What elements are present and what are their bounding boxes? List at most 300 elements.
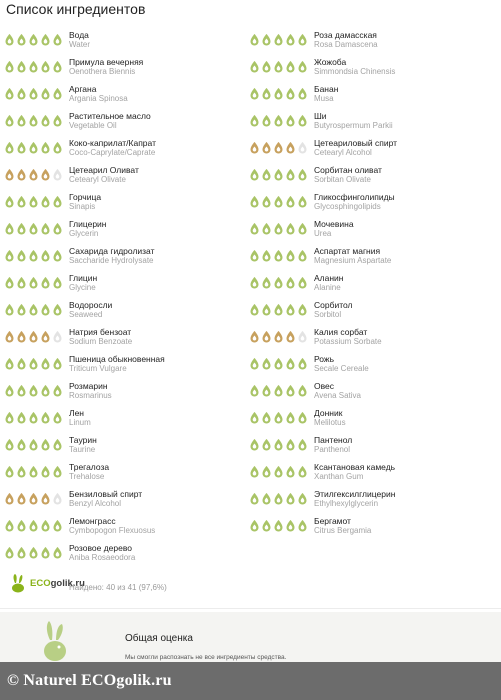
leaf-icon xyxy=(28,384,39,397)
ingredient-name: Растительное масло xyxy=(69,111,151,121)
leaf-icon xyxy=(297,438,308,451)
ingredient-name: Овес xyxy=(314,381,335,391)
leaf-icon xyxy=(52,330,63,343)
ingredient-name: Донник xyxy=(314,408,343,418)
ingredient-row[interactable] xyxy=(249,352,489,379)
leaf-icon xyxy=(261,519,272,532)
overall-rating-text: Мы смогли распознать не все ингредиенты средства. xyxy=(125,654,287,661)
leaf-icon xyxy=(4,519,15,532)
ingredient-row[interactable] xyxy=(4,325,244,352)
ingredient-rating xyxy=(4,276,63,289)
leaf-icon xyxy=(285,411,296,424)
ingredient-rating xyxy=(249,411,308,424)
bunny-icon xyxy=(38,620,72,662)
leaf-icon xyxy=(297,222,308,235)
leaf-icon xyxy=(16,60,27,73)
ingredient-row[interactable] xyxy=(249,244,489,271)
leaf-icon xyxy=(28,411,39,424)
leaf-icon xyxy=(52,438,63,451)
ingredient-latin-name: Oenothera Biennis xyxy=(69,67,136,76)
leaf-icon xyxy=(16,438,27,451)
leaf-icon xyxy=(249,465,260,478)
ingredient-rating xyxy=(4,195,63,208)
leaf-icon xyxy=(249,492,260,505)
leaf-icon xyxy=(28,276,39,289)
ingredient-latin-name: Triticum Vulgare xyxy=(69,364,127,373)
ingredient-rating xyxy=(4,114,63,127)
ingredient-name: Вода xyxy=(69,30,89,40)
ingredient-latin-name: Secale Cereale xyxy=(314,364,369,373)
leaf-icon xyxy=(4,384,15,397)
leaf-icon xyxy=(285,222,296,235)
leaf-icon xyxy=(285,438,296,451)
leaf-icon xyxy=(297,303,308,316)
ingredient-rating xyxy=(249,168,308,181)
leaf-icon xyxy=(261,114,272,127)
ingredient-row[interactable] xyxy=(4,514,244,541)
leaf-icon xyxy=(40,249,51,262)
leaf-icon xyxy=(4,546,15,559)
ingredient-rating xyxy=(4,87,63,100)
ingredient-name: Примула вечерняя xyxy=(69,57,144,67)
ingredient-name: Этилгексилглицерин xyxy=(314,489,396,499)
leaf-icon xyxy=(285,519,296,532)
leaf-icon xyxy=(273,276,284,289)
ingredient-row[interactable] xyxy=(249,109,489,136)
ingredient-name: Трегалоза xyxy=(69,462,110,472)
ingredient-latin-name: Butyrospermum Parkii xyxy=(314,121,393,130)
ingredient-name: Горчица xyxy=(69,192,102,202)
ingredient-name: Мочевина xyxy=(314,219,354,229)
leaf-icon xyxy=(28,438,39,451)
leaf-icon xyxy=(273,411,284,424)
ingredient-row[interactable] xyxy=(249,82,489,109)
leaf-icon xyxy=(40,87,51,100)
leaf-icon xyxy=(4,357,15,370)
leaf-icon xyxy=(52,87,63,100)
leaf-icon xyxy=(40,33,51,46)
ingredient-row[interactable] xyxy=(249,163,489,190)
ingredient-latin-name: Rosa Damascena xyxy=(314,40,378,49)
ingredient-latin-name: Trehalose xyxy=(69,472,105,481)
leaf-icon xyxy=(297,33,308,46)
ingredient-latin-name: Sorbitol xyxy=(314,310,342,319)
leaf-icon xyxy=(285,33,296,46)
ingredient-row[interactable] xyxy=(4,541,244,568)
leaf-icon xyxy=(52,519,63,532)
leaf-icon xyxy=(261,303,272,316)
leaf-icon xyxy=(16,114,27,127)
leaf-icon xyxy=(273,519,284,532)
logo-text: ECOgolik.ru xyxy=(30,577,85,589)
leaf-icon xyxy=(249,411,260,424)
leaf-icon xyxy=(297,357,308,370)
ingredient-latin-name: Glycosphingolipids xyxy=(314,202,381,211)
leaf-icon xyxy=(40,492,51,505)
leaf-icon xyxy=(16,222,27,235)
leaf-icon xyxy=(52,141,63,154)
leaf-icon xyxy=(249,141,260,154)
ingredient-latin-name: Alanine xyxy=(314,283,341,292)
leaf-icon xyxy=(297,114,308,127)
ingredient-rating xyxy=(249,222,308,235)
leaf-icon xyxy=(261,411,272,424)
leaf-icon xyxy=(297,411,308,424)
leaf-icon xyxy=(273,438,284,451)
ingredient-rating xyxy=(249,87,308,100)
leaf-icon xyxy=(52,195,63,208)
leaf-icon xyxy=(273,87,284,100)
leaf-icon xyxy=(28,519,39,532)
ingredient-name: Ксантановая камедь xyxy=(314,462,396,472)
ingredient-row[interactable] xyxy=(249,271,489,298)
ingredient-row[interactable] xyxy=(249,190,489,217)
ingredient-row[interactable] xyxy=(249,460,489,487)
leaf-icon xyxy=(28,195,39,208)
ingredient-rating xyxy=(249,519,308,532)
leaf-icon xyxy=(40,195,51,208)
ingredient-latin-name: Water xyxy=(69,40,91,49)
ingredient-name: Аргана xyxy=(69,84,97,94)
leaf-icon xyxy=(40,141,51,154)
leaf-icon xyxy=(16,411,27,424)
ingredient-row[interactable] xyxy=(4,163,244,190)
ingredients-column-right xyxy=(249,28,489,541)
leaf-icon xyxy=(4,222,15,235)
ingredient-row[interactable] xyxy=(249,28,489,55)
ingredient-latin-name: Linum xyxy=(69,418,91,427)
ingredient-rating xyxy=(249,141,308,154)
leaf-icon xyxy=(4,114,15,127)
ingredient-name: Гликосфинголипиды xyxy=(314,192,395,202)
ingredient-row[interactable] xyxy=(249,379,489,406)
leaf-icon xyxy=(273,141,284,154)
ingredient-row[interactable] xyxy=(249,55,489,82)
ingredient-name: Таурин xyxy=(69,435,97,445)
leaf-icon xyxy=(4,249,15,262)
ingredient-row[interactable] xyxy=(4,352,244,379)
leaf-icon xyxy=(261,222,272,235)
leaf-icon xyxy=(16,546,27,559)
ingredient-rating xyxy=(249,33,308,46)
ingredient-latin-name: Ethylhexylglycerin xyxy=(314,499,379,508)
ingredient-name: Аспартат магния xyxy=(314,246,381,256)
leaf-icon xyxy=(273,384,284,397)
leaf-icon xyxy=(52,60,63,73)
ingredient-row[interactable] xyxy=(4,433,244,460)
leaf-icon xyxy=(249,33,260,46)
leaf-icon xyxy=(4,33,15,46)
leaf-icon xyxy=(285,276,296,289)
ingredient-name: Глицин xyxy=(69,273,98,283)
ingredient-rating xyxy=(249,303,308,316)
ingredient-latin-name: Cetearyl Olivate xyxy=(69,175,126,184)
ingredient-latin-name: Glycine xyxy=(69,283,96,292)
leaf-icon xyxy=(4,330,15,343)
found-count: Найдено: 40 из 41 (97,6%) xyxy=(69,583,167,592)
ingredient-latin-name: Coco-Caprylate/Caprate xyxy=(69,148,156,157)
ingredient-row[interactable] xyxy=(4,55,244,82)
ingredient-rating xyxy=(4,141,63,154)
leaf-icon xyxy=(273,168,284,181)
ingredient-row[interactable] xyxy=(4,136,244,163)
leaf-icon xyxy=(249,384,260,397)
leaf-icon xyxy=(28,60,39,73)
ingredient-row[interactable] xyxy=(249,217,489,244)
ingredient-latin-name: Citrus Bergamia xyxy=(314,526,372,535)
leaf-icon xyxy=(28,546,39,559)
ingredient-row[interactable] xyxy=(249,514,489,541)
ingredient-latin-name: Musa xyxy=(314,94,334,103)
leaf-icon xyxy=(249,195,260,208)
ingredient-rating xyxy=(4,411,63,424)
leaf-icon xyxy=(4,141,15,154)
ingredient-latin-name: Cymbopogon Flexuosus xyxy=(69,526,156,535)
leaf-icon xyxy=(40,357,51,370)
ingredient-rating xyxy=(249,438,308,451)
ingredient-row[interactable] xyxy=(4,82,244,109)
ingredient-row[interactable] xyxy=(249,325,489,352)
leaf-icon xyxy=(28,114,39,127)
leaf-icon xyxy=(273,60,284,73)
leaf-icon xyxy=(285,60,296,73)
leaf-icon xyxy=(297,519,308,532)
ingredient-rating xyxy=(4,438,63,451)
leaf-icon xyxy=(249,276,260,289)
ingredient-name: Сорбитол xyxy=(314,300,353,310)
leaf-icon xyxy=(28,465,39,478)
leaf-icon xyxy=(40,303,51,316)
leaf-icon xyxy=(261,438,272,451)
leaf-icon xyxy=(40,222,51,235)
ingredient-row[interactable] xyxy=(4,217,244,244)
leaf-icon xyxy=(4,276,15,289)
leaf-icon xyxy=(40,438,51,451)
ingredient-latin-name: Sodium Benzoate xyxy=(69,337,133,346)
leaf-icon xyxy=(249,60,260,73)
ingredient-latin-name: Vegetable Oil xyxy=(69,121,117,130)
ingredient-name: Водоросли xyxy=(69,300,113,310)
leaf-icon xyxy=(285,168,296,181)
ingredient-latin-name: Glycerin xyxy=(69,229,99,238)
ingredient-name: Розмарин xyxy=(69,381,108,391)
ingredient-rating xyxy=(4,168,63,181)
leaf-icon xyxy=(249,519,260,532)
leaf-icon xyxy=(285,141,296,154)
ingredient-name: Цетеарил Оливат xyxy=(69,165,139,175)
leaf-icon xyxy=(261,141,272,154)
ingredient-name: Лен xyxy=(69,408,84,418)
leaf-icon xyxy=(249,438,260,451)
ingredient-row[interactable] xyxy=(4,460,244,487)
ingredient-rating xyxy=(4,357,63,370)
leaf-icon xyxy=(52,546,63,559)
ingredient-name: Натрия бензоат xyxy=(69,327,132,337)
leaf-icon xyxy=(261,87,272,100)
bunny-logo-icon xyxy=(8,573,30,593)
ingredient-row[interactable] xyxy=(249,406,489,433)
leaf-icon xyxy=(297,168,308,181)
leaf-icon xyxy=(273,465,284,478)
leaf-icon xyxy=(273,249,284,262)
ingredient-rating xyxy=(4,492,63,505)
ingredient-rating xyxy=(249,330,308,343)
leaf-icon xyxy=(52,303,63,316)
leaf-icon xyxy=(28,222,39,235)
leaf-icon xyxy=(4,438,15,451)
leaf-icon xyxy=(52,357,63,370)
leaf-icon xyxy=(40,465,51,478)
leaf-icon xyxy=(52,465,63,478)
leaf-icon xyxy=(28,249,39,262)
leaf-icon xyxy=(16,519,27,532)
leaf-icon xyxy=(297,249,308,262)
leaf-icon xyxy=(285,330,296,343)
page-title: Список ингредиентов xyxy=(6,1,146,17)
ingredient-rating xyxy=(249,465,308,478)
leaf-icon xyxy=(249,303,260,316)
leaf-icon xyxy=(285,87,296,100)
ingredient-row[interactable] xyxy=(4,244,244,271)
ingredient-row[interactable] xyxy=(249,487,489,514)
leaf-icon xyxy=(52,411,63,424)
leaf-icon xyxy=(28,357,39,370)
leaf-icon xyxy=(40,546,51,559)
overall-rating-title: Общая оценка xyxy=(125,633,193,644)
leaf-icon xyxy=(40,276,51,289)
leaf-icon xyxy=(273,195,284,208)
leaf-icon xyxy=(297,330,308,343)
leaf-icon xyxy=(28,87,39,100)
ingredient-name: Цетеариловый спирт xyxy=(314,138,398,148)
leaf-icon xyxy=(16,168,27,181)
ingredient-row[interactable] xyxy=(249,136,489,163)
leaf-icon xyxy=(261,60,272,73)
leaf-icon xyxy=(40,519,51,532)
leaf-icon xyxy=(249,87,260,100)
leaf-icon xyxy=(4,465,15,478)
ingredient-latin-name: Xanthan Gum xyxy=(314,472,364,481)
ingredient-latin-name: Avena Sativa xyxy=(314,391,361,400)
leaf-icon xyxy=(28,168,39,181)
ingredient-latin-name: Simmondsia Chinensis xyxy=(314,67,396,76)
ingredient-latin-name: Saccharide Hydrolysate xyxy=(69,256,154,265)
leaf-icon xyxy=(249,168,260,181)
ingredient-name: Аланин xyxy=(314,273,344,283)
leaf-icon xyxy=(297,465,308,478)
leaf-icon xyxy=(297,60,308,73)
ingredient-name: Сорбитан оливат xyxy=(314,165,382,175)
ingredient-latin-name: Melilotus xyxy=(314,418,346,427)
leaf-icon xyxy=(52,384,63,397)
leaf-icon xyxy=(261,492,272,505)
leaf-icon xyxy=(4,303,15,316)
ingredient-latin-name: Rosmarinus xyxy=(69,391,112,400)
ingredient-rating xyxy=(249,249,308,262)
ingredient-name: Сахарида гидролизат xyxy=(69,246,155,256)
divider xyxy=(0,608,501,609)
leaf-icon xyxy=(273,222,284,235)
leaf-icon xyxy=(285,357,296,370)
leaf-icon xyxy=(16,492,27,505)
ingredient-name: Пшеница обыкновенная xyxy=(69,354,165,364)
ingredient-row[interactable] xyxy=(4,487,244,514)
leaf-icon xyxy=(273,492,284,505)
ingredient-rating xyxy=(4,384,63,397)
ingredient-latin-name: Potassium Sorbate xyxy=(314,337,382,346)
leaf-icon xyxy=(273,33,284,46)
ingredient-latin-name: Aniba Rosaeodora xyxy=(69,553,136,562)
ingredient-latin-name: Cetearyl Alcohol xyxy=(314,148,372,157)
ingredient-row[interactable] xyxy=(249,433,489,460)
leaf-icon xyxy=(261,357,272,370)
leaf-icon xyxy=(16,330,27,343)
leaf-icon xyxy=(297,141,308,154)
leaf-icon xyxy=(285,114,296,127)
ingredient-rating xyxy=(249,357,308,370)
watermark-text: © Naturel ECOgolik.ru xyxy=(7,672,172,689)
leaf-icon xyxy=(249,330,260,343)
leaf-icon xyxy=(249,222,260,235)
leaf-icon xyxy=(16,141,27,154)
ingredient-name: Глицерин xyxy=(69,219,107,229)
leaf-icon xyxy=(4,411,15,424)
leaf-icon xyxy=(285,384,296,397)
ingredient-latin-name: Sorbitan Olivate xyxy=(314,175,371,184)
leaf-icon xyxy=(285,492,296,505)
ingredient-row[interactable] xyxy=(4,28,244,55)
ingredient-row[interactable] xyxy=(249,298,489,325)
leaf-icon xyxy=(52,33,63,46)
leaf-icon xyxy=(40,384,51,397)
leaf-icon xyxy=(261,33,272,46)
leaf-icon xyxy=(16,195,27,208)
leaf-icon xyxy=(261,384,272,397)
ingredient-row[interactable] xyxy=(4,109,244,136)
ingredient-name: Коко-каприлат/Капрат xyxy=(69,138,156,148)
ingredient-rating xyxy=(249,60,308,73)
leaf-icon xyxy=(273,357,284,370)
ingredient-latin-name: Argania Spinosa xyxy=(69,94,128,103)
ingredient-row[interactable] xyxy=(4,379,244,406)
leaf-icon xyxy=(4,195,15,208)
ingredient-rating xyxy=(4,303,63,316)
ingredient-name: Бензиловый спирт xyxy=(69,489,143,499)
ingredient-row[interactable] xyxy=(4,406,244,433)
ingredient-latin-name: Urea xyxy=(314,229,332,238)
leaf-icon xyxy=(16,87,27,100)
leaf-icon xyxy=(40,411,51,424)
ingredient-row[interactable] xyxy=(4,190,244,217)
ingredient-rating xyxy=(4,330,63,343)
ingredient-row[interactable] xyxy=(4,298,244,325)
ingredient-name: Пантенол xyxy=(314,435,353,445)
ingredient-latin-name: Benzyl Alcohol xyxy=(69,499,122,508)
ingredient-rating xyxy=(4,249,63,262)
ingredient-rating xyxy=(249,195,308,208)
leaf-icon xyxy=(4,168,15,181)
leaf-icon xyxy=(16,276,27,289)
leaf-icon xyxy=(285,465,296,478)
ingredient-latin-name: Panthenol xyxy=(314,445,351,454)
leaf-icon xyxy=(40,168,51,181)
ingredient-row[interactable] xyxy=(4,271,244,298)
leaf-icon xyxy=(297,87,308,100)
leaf-icon xyxy=(28,330,39,343)
leaf-icon xyxy=(249,114,260,127)
leaf-icon xyxy=(40,330,51,343)
leaf-icon xyxy=(28,492,39,505)
